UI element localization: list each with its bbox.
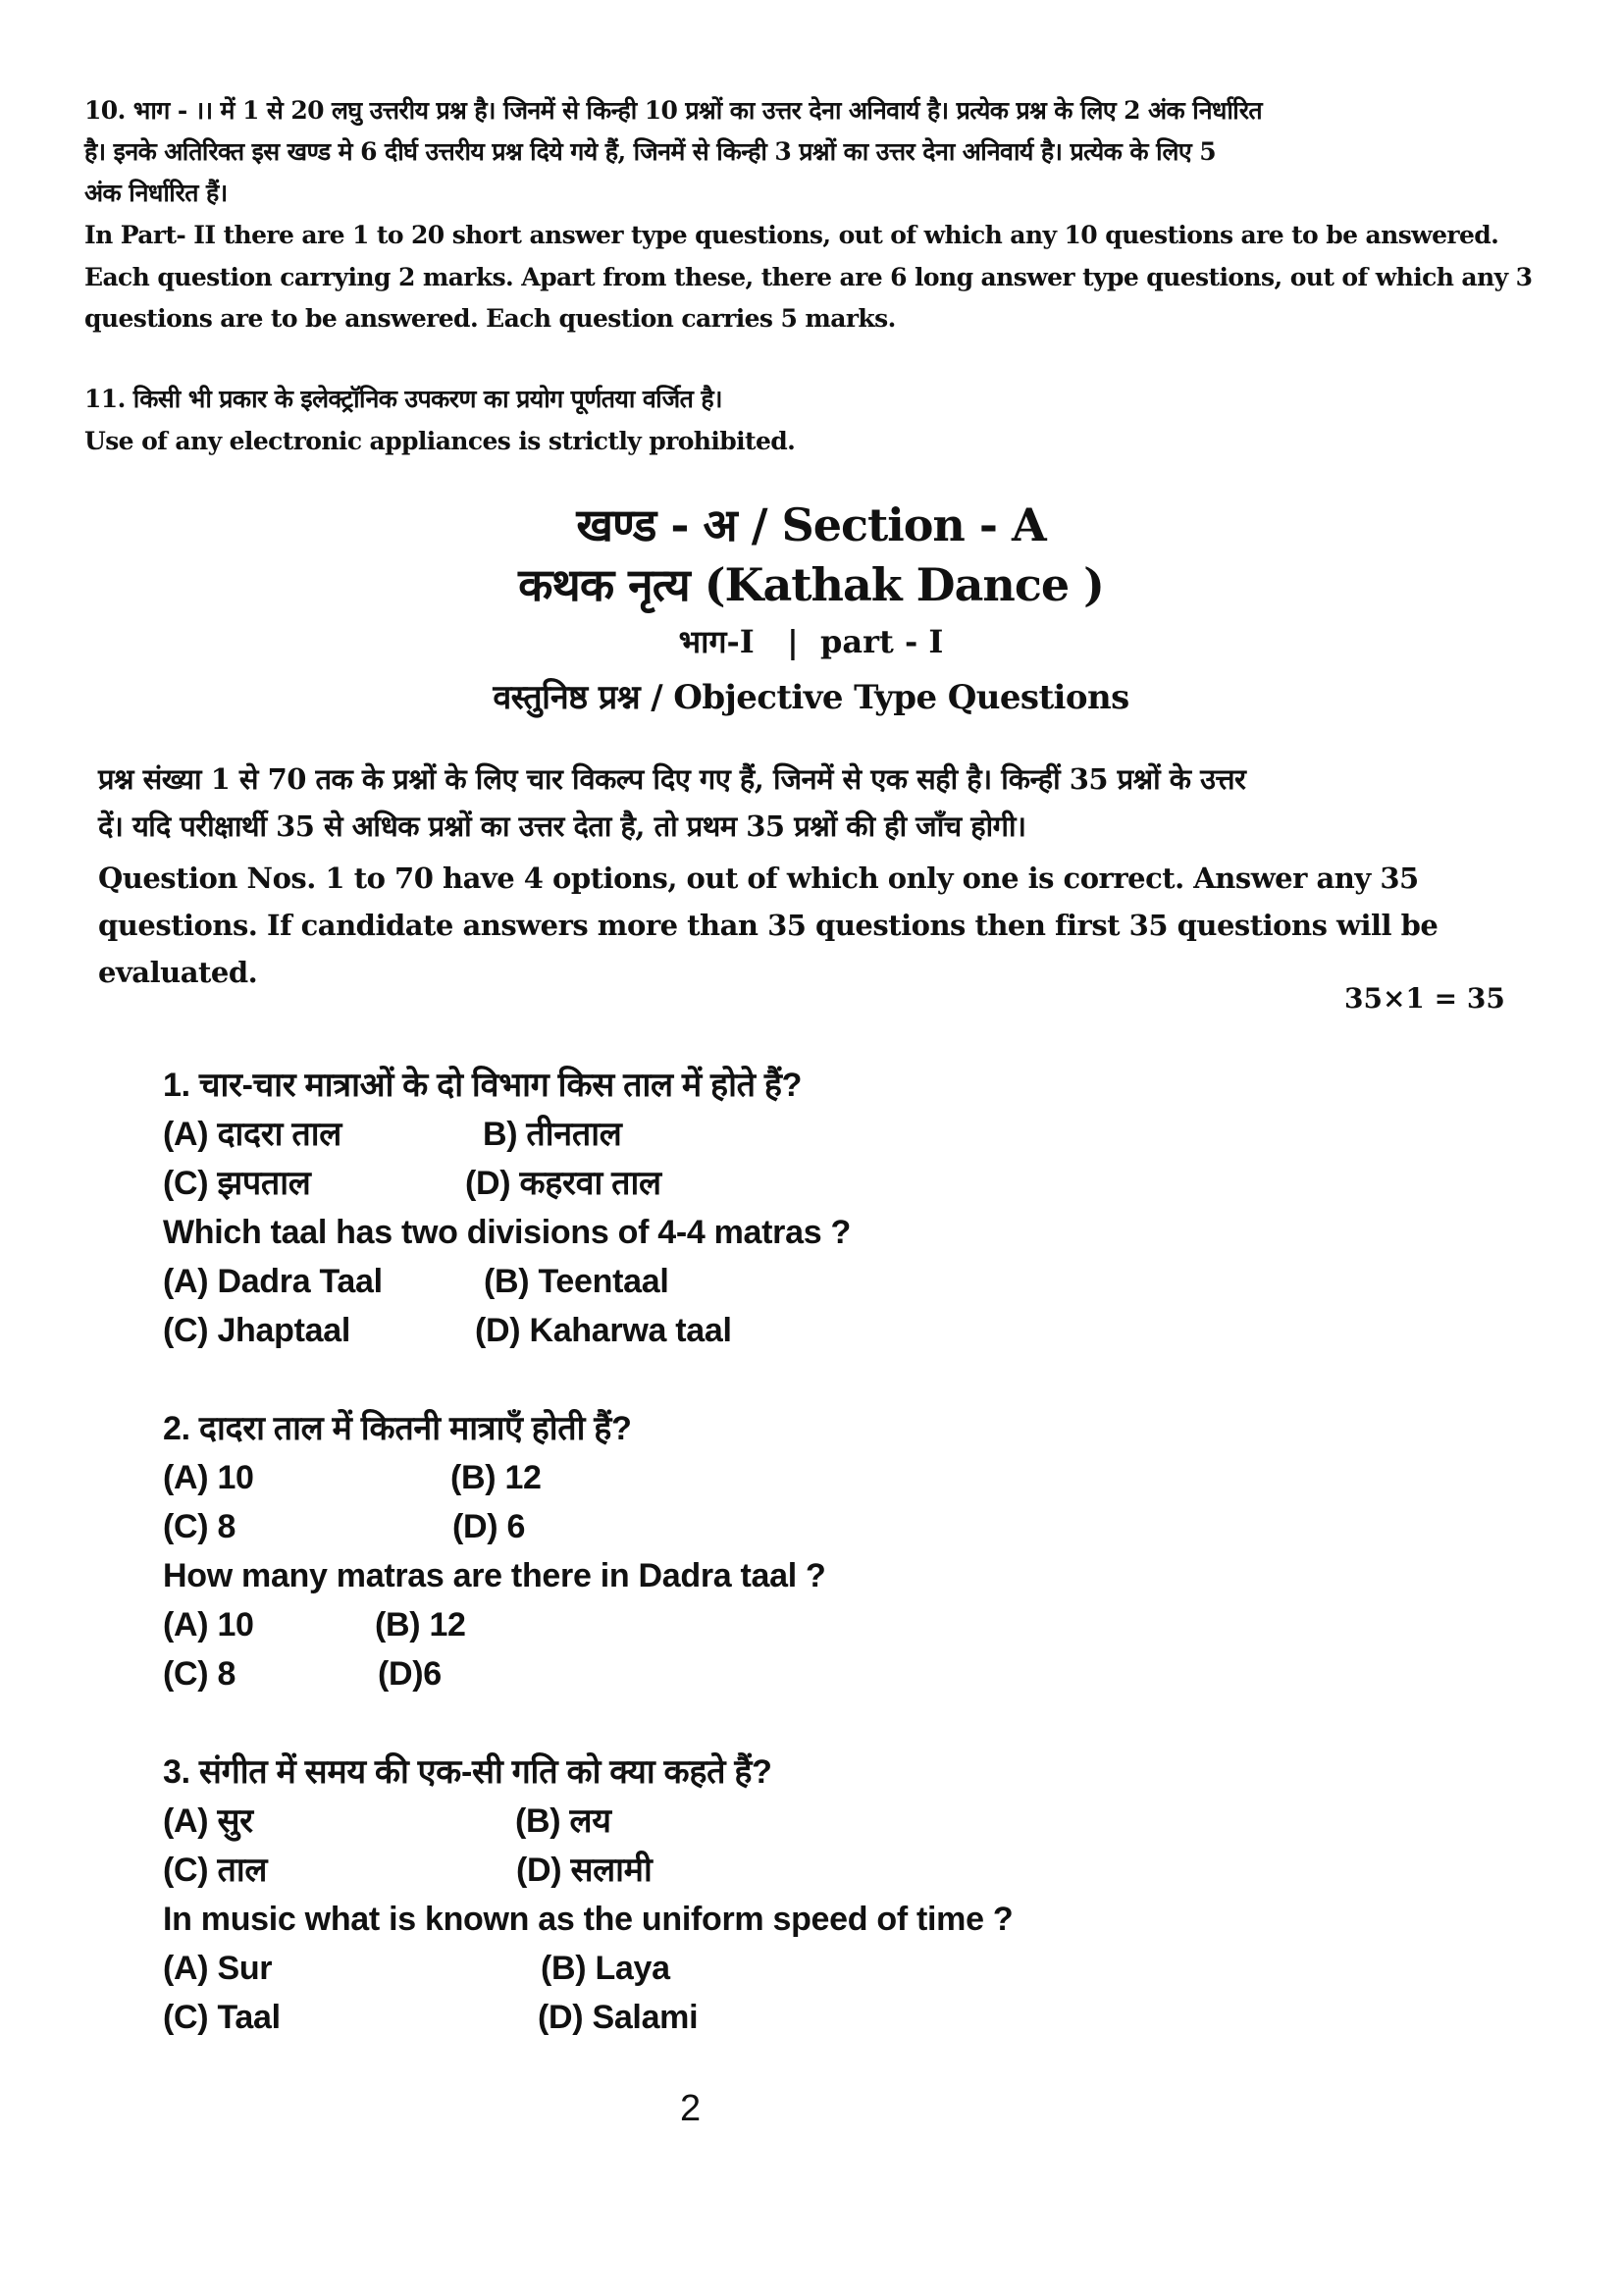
part-label: भाग-I | part - I xyxy=(678,623,944,660)
question-2-hindi-option-b: (B) 12 xyxy=(450,1459,542,1496)
directions-english-line-1: Question Nos. 1 to 70 have 4 options, out of which only one is correct. Answer any 35 xyxy=(98,861,1419,895)
instruction-10-hindi-line-1: 10. भाग - ।। में 1 से 20 लघु उत्तरीय प्रश्न है। जिनमें से किन्ही 10 प्रश्नों का उत्तर देना अनिवार्य है। प्रत्येक प्रश्न के लिए 2 अंक निर्धारित xyxy=(84,96,1262,125)
instruction-10-hindi-line-2: है। इनके अतिरिक्त इस खण्ड मे 6 दीर्घ उत्तरीय प्रश्न दिये गये हैं, जिनमें से किन्ही 3 प्रश्नों का उत्तर देना अनिवार्य है। प्रत्येक के लिए 5 xyxy=(84,137,1217,166)
directions-english-line-3: evaluated. xyxy=(98,956,258,989)
instruction-11-hindi: 11. किसी भी प्रकार के इलेक्ट्रॉनिक उपकरण का प्रयोग पूर्णतया वर्जित है। xyxy=(84,385,722,413)
page-number: 2 xyxy=(680,2088,702,2129)
question-3-english: In music what is known as the uniform speed of time ? xyxy=(163,1901,1014,1938)
question-2-english-option-a: (A) 10 xyxy=(163,1606,254,1644)
section-title: खण्ड - अ / Section - A xyxy=(576,498,1046,551)
question-2-english-option-b: (B) 12 xyxy=(375,1606,466,1644)
question-1-hindi: 1. चार-चार मात्राओं के दो विभाग किस ताल में होते हैं? xyxy=(163,1067,803,1104)
question-3-hindi-option-b: (B) लय xyxy=(515,1802,611,1840)
question-2-english-option-c: (C) 8 xyxy=(163,1655,236,1693)
question-1-english-option-d: (D) Kaharwa taal xyxy=(475,1312,732,1349)
question-3-english-option-b: (B) Laya xyxy=(541,1950,670,1987)
marks-allocation: 35×1 = 35 xyxy=(1344,982,1505,1015)
question-3-hindi: 3. संगीत में समय की एक-सी गति को क्या कहते हैं? xyxy=(163,1753,772,1791)
question-3-english-option-c: (C) Taal xyxy=(163,1999,281,2036)
instruction-10-english-line-3: questions are to be answered. Each question carries 5 marks. xyxy=(84,304,896,333)
instruction-10-english-line-1: In Part- II there are 1 to 20 short answer type questions, out of which any 10 questions are to be answered. xyxy=(84,221,1499,249)
question-3-hindi-option-d: (D) सलामी xyxy=(516,1852,653,1889)
question-1-hindi-option-a: (A) दादरा ताल xyxy=(163,1116,341,1153)
question-1-hindi-option-c: (C) झपताल xyxy=(163,1165,311,1202)
directions-hindi-line-2: दें। यदि परीक्षार्थी 35 से अधिक प्रश्नों का उत्तर देता है, तो प्रथम 35 प्रश्नों की ही जाँच होगी। xyxy=(98,809,1026,843)
question-2-hindi-option-a: (A) 10 xyxy=(163,1459,254,1496)
question-3-english-option-d: (D) Salami xyxy=(538,1999,699,2036)
question-3-english-option-a: (A) Sur xyxy=(163,1950,273,1987)
question-type-heading: वस्तुनिष्ठ प्रश्न / Objective Type Questions xyxy=(493,678,1129,717)
question-1-hindi-option-d: (D) कहरवा ताल xyxy=(465,1165,661,1202)
directions-english-line-2: questions. If candidate answers more than 35 questions then first 35 questions will be xyxy=(98,909,1439,942)
question-3-hindi-option-a: (A) सुर xyxy=(163,1802,253,1840)
question-3-hindi-option-c: (C) ताल xyxy=(163,1852,268,1889)
question-1-english: Which taal has two divisions of 4-4 matras ? xyxy=(163,1214,851,1251)
instruction-11-english: Use of any electronic appliances is strictly prohibited. xyxy=(84,427,796,455)
instruction-10-hindi-line-3: अंक निर्धारित हैं। xyxy=(84,179,228,207)
question-1-english-option-c: (C) Jhaptaal xyxy=(163,1312,350,1349)
question-2-hindi: 2. दादरा ताल में कितनी मात्राएँ होती हैं? xyxy=(163,1410,632,1447)
question-1-english-option-a: (A) Dadra Taal xyxy=(163,1263,383,1300)
question-1-english-option-b: (B) Teentaal xyxy=(484,1263,669,1300)
subject-title: कथक नृत्य (Kathak Dance ) xyxy=(518,558,1104,611)
question-2-english-option-d: (D)6 xyxy=(378,1655,442,1693)
question-1-hindi-option-b: B) तीनताल xyxy=(483,1116,622,1153)
instruction-10-english-line-2: Each question carrying 2 marks. Apart from these, there are 6 long answer type questions, out of which any 3 xyxy=(84,263,1533,291)
directions-hindi-line-1: प्रश्न संख्या 1 से 70 तक के प्रश्नों के लिए चार विकल्प दिए गए हैं, जिनमें से एक सही है। किन्हीं 35 प्रश्नों के उत्तर xyxy=(98,762,1246,796)
question-2-english: How many matras are there in Dadra taal ? xyxy=(163,1557,826,1594)
question-2-hindi-option-c: (C) 8 xyxy=(163,1508,236,1545)
question-2-hindi-option-d: (D) 6 xyxy=(452,1508,526,1545)
